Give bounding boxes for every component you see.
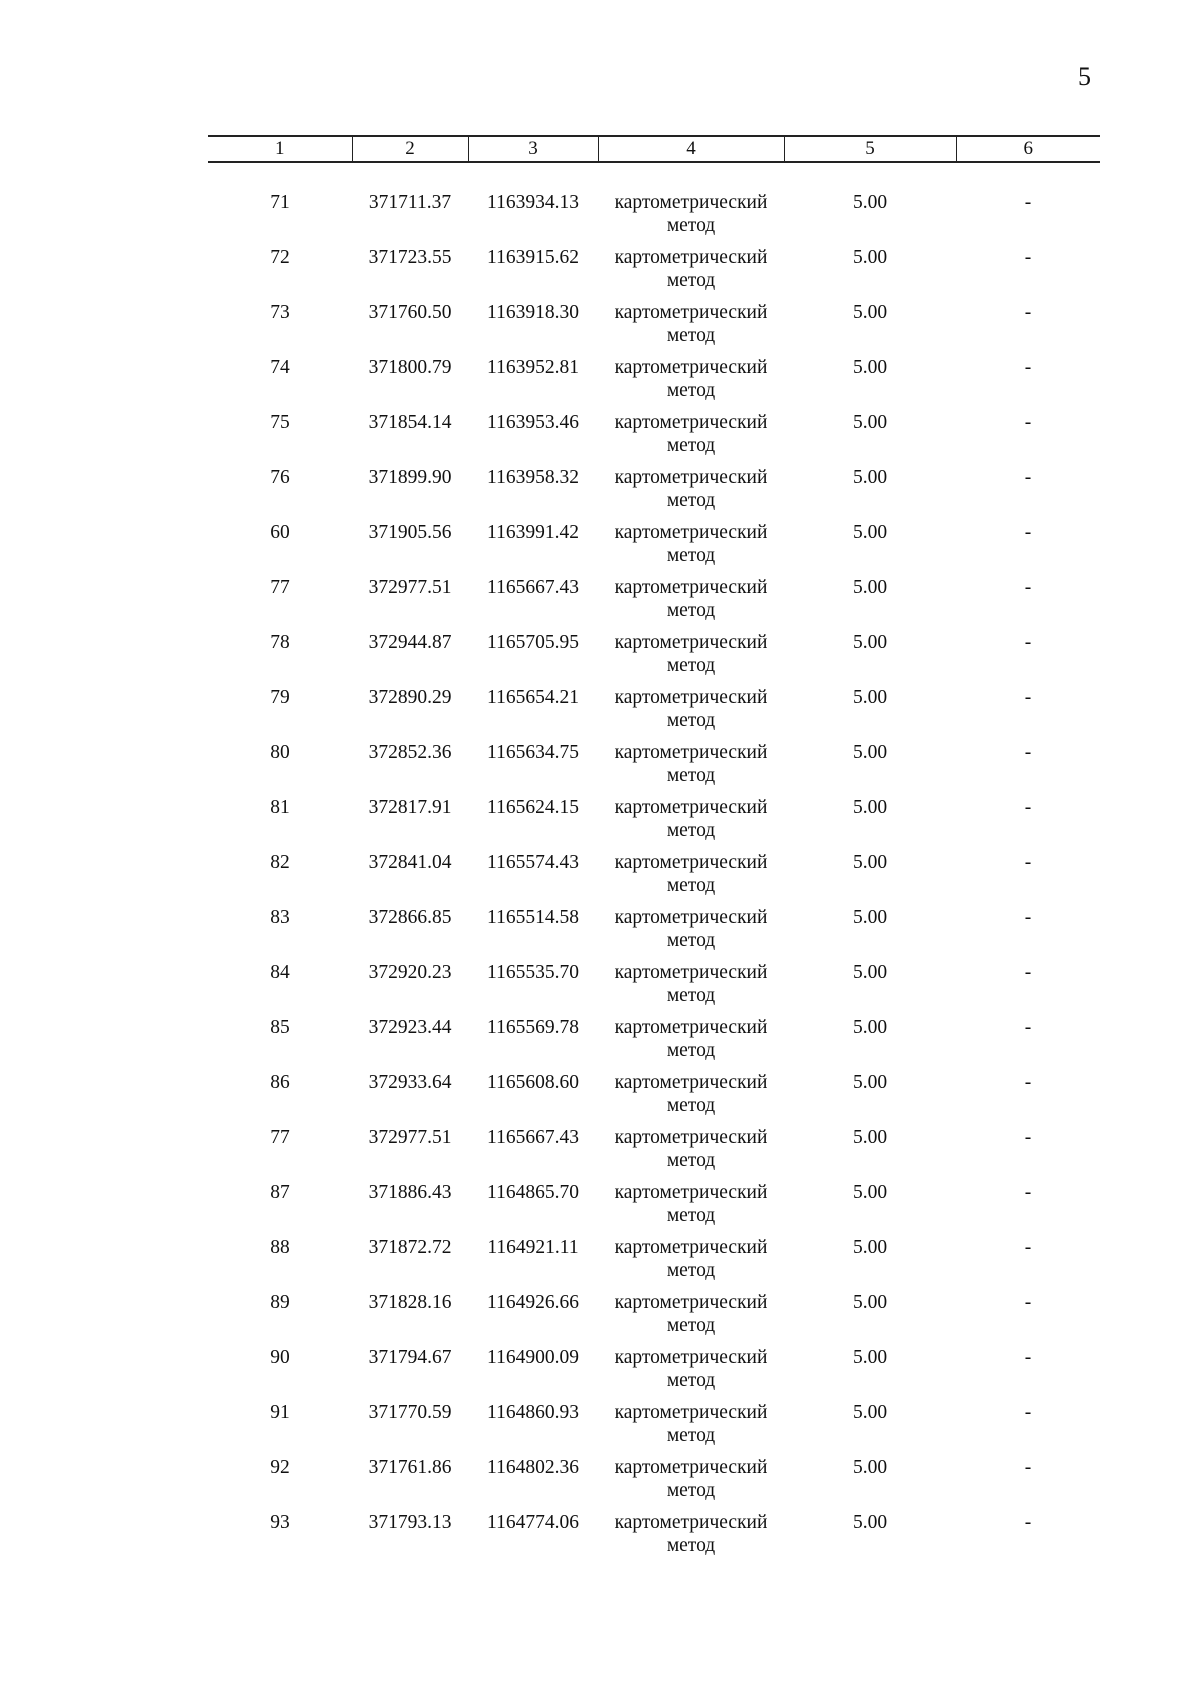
- x-coordinate-cell: 371899.90: [368, 467, 452, 488]
- x-coordinate-cell: 371872.72: [368, 1237, 452, 1258]
- note-cell: -: [1024, 357, 1032, 378]
- x-coordinate-cell: 372944.87: [368, 632, 452, 653]
- y-coordinate-cell: 1163991.42: [487, 522, 579, 543]
- accuracy-cell: 5.00: [852, 1347, 888, 1368]
- table-row: [208, 796, 1100, 851]
- point-number-cell: 82: [270, 852, 290, 873]
- table-row: [208, 1016, 1100, 1071]
- table-body: [208, 162, 1100, 1566]
- table-row: [208, 1126, 1100, 1181]
- point-number-cell: 85: [270, 1017, 290, 1038]
- point-number-cell: 91: [270, 1402, 290, 1423]
- note-cell: -: [1024, 1457, 1032, 1478]
- note-cell: -: [1024, 467, 1032, 488]
- accuracy-cell: 5.00: [852, 192, 888, 213]
- point-number-cell: 78: [270, 632, 290, 653]
- table-row: [208, 521, 1100, 576]
- table-row: [208, 686, 1100, 741]
- x-coordinate-cell: 372920.23: [368, 962, 452, 983]
- point-number-cell: 81: [270, 797, 290, 818]
- table-header: [208, 136, 1100, 162]
- x-coordinate-cell: 372817.91: [368, 797, 452, 818]
- method-cell: картометрический метод: [614, 577, 768, 621]
- x-coordinate-cell: 372933.64: [368, 1072, 452, 1093]
- table-row: [208, 191, 1100, 246]
- accuracy-cell: 5.00: [852, 797, 888, 818]
- point-number-cell: 74: [270, 357, 290, 378]
- x-coordinate-cell: 371854.14: [368, 412, 452, 433]
- header-col-3: 3: [468, 136, 598, 162]
- table-row: [208, 466, 1100, 521]
- point-number-cell: 75: [270, 412, 290, 433]
- method-cell: картометрический метод: [614, 1072, 768, 1116]
- header-col-4: 4: [598, 136, 784, 162]
- method-cell: картометрический метод: [614, 412, 768, 456]
- table-row: [208, 1181, 1100, 1236]
- method-cell: картометрический метод: [614, 1017, 768, 1061]
- accuracy-cell: 5.00: [852, 852, 888, 873]
- note-cell: -: [1024, 302, 1032, 323]
- y-coordinate-cell: 1164802.36: [487, 1457, 579, 1478]
- point-number-cell: 86: [270, 1072, 290, 1093]
- point-number-cell: 79: [270, 687, 290, 708]
- point-number-cell: 84: [270, 962, 290, 983]
- accuracy-cell: 5.00: [852, 247, 888, 268]
- accuracy-cell: 5.00: [852, 1127, 888, 1148]
- note-cell: -: [1024, 742, 1032, 763]
- table-row: [208, 411, 1100, 466]
- y-coordinate-cell: 1165514.58: [487, 907, 579, 928]
- y-coordinate-cell: 1165569.78: [487, 1017, 579, 1038]
- y-coordinate-cell: 1165667.43: [487, 577, 579, 598]
- note-cell: -: [1024, 1017, 1032, 1038]
- note-cell: -: [1024, 1292, 1032, 1313]
- accuracy-cell: 5.00: [852, 1017, 888, 1038]
- y-coordinate-cell: 1165608.60: [487, 1072, 579, 1093]
- table-row: [208, 301, 1100, 356]
- method-cell: картометрический метод: [614, 467, 768, 511]
- note-cell: -: [1024, 1237, 1032, 1258]
- table-row: [208, 1456, 1100, 1511]
- note-cell: -: [1024, 687, 1032, 708]
- table-row: [208, 961, 1100, 1016]
- method-cell: картометрический метод: [614, 1402, 768, 1446]
- y-coordinate-cell: 1163953.46: [487, 412, 579, 433]
- point-number-cell: 77: [270, 577, 290, 598]
- point-number-cell: 77: [270, 1127, 290, 1148]
- note-cell: -: [1024, 1402, 1032, 1423]
- method-cell: картометрический метод: [614, 797, 768, 841]
- y-coordinate-cell: 1165634.75: [487, 742, 579, 763]
- note-cell: -: [1024, 1072, 1032, 1093]
- table-row: [208, 1236, 1100, 1291]
- method-cell: картометрический метод: [614, 852, 768, 896]
- method-cell: картометрический метод: [614, 1347, 768, 1391]
- accuracy-cell: 5.00: [852, 907, 888, 928]
- y-coordinate-cell: 1165654.21: [487, 687, 579, 708]
- table-row: [208, 1346, 1100, 1401]
- point-number-cell: 93: [270, 1512, 290, 1533]
- table-row: [208, 906, 1100, 961]
- x-coordinate-cell: 371711.37: [368, 192, 452, 213]
- table-row: [208, 576, 1100, 631]
- method-cell: картометрический метод: [614, 1512, 768, 1556]
- x-coordinate-cell: 371723.55: [368, 247, 452, 268]
- accuracy-cell: 5.00: [852, 302, 888, 323]
- note-cell: -: [1024, 1182, 1032, 1203]
- method-cell: картометрический метод: [614, 632, 768, 676]
- y-coordinate-cell: 1164860.93: [487, 1402, 579, 1423]
- y-coordinate-cell: 1164900.09: [487, 1347, 579, 1368]
- x-coordinate-cell: 372977.51: [368, 577, 452, 598]
- note-cell: -: [1024, 412, 1032, 433]
- point-number-cell: 73: [270, 302, 290, 323]
- accuracy-cell: 5.00: [852, 412, 888, 433]
- point-number-cell: 92: [270, 1457, 290, 1478]
- header-col-5: 5: [784, 136, 956, 162]
- header-col-1: 1: [208, 136, 352, 162]
- table-row: [208, 356, 1100, 411]
- note-cell: -: [1024, 522, 1032, 543]
- method-cell: картометрический метод: [614, 1182, 768, 1226]
- accuracy-cell: 5.00: [852, 1457, 888, 1478]
- header-col-2: 2: [352, 136, 468, 162]
- y-coordinate-cell: 1165624.15: [487, 797, 579, 818]
- coordinates-table: [208, 135, 1100, 1566]
- point-number-cell: 76: [270, 467, 290, 488]
- point-number-cell: 83: [270, 907, 290, 928]
- method-cell: картометрический метод: [614, 192, 768, 236]
- point-number-cell: 72: [270, 247, 290, 268]
- accuracy-cell: 5.00: [852, 962, 888, 983]
- table-row: [208, 246, 1100, 301]
- x-coordinate-cell: 372866.85: [368, 907, 452, 928]
- x-coordinate-cell: 372841.04: [368, 852, 452, 873]
- x-coordinate-cell: 371800.79: [368, 357, 452, 378]
- note-cell: -: [1024, 797, 1032, 818]
- note-cell: -: [1024, 907, 1032, 928]
- y-coordinate-cell: 1164774.06: [487, 1512, 579, 1533]
- y-coordinate-cell: 1165574.43: [487, 852, 579, 873]
- point-number-cell: 80: [270, 742, 290, 763]
- accuracy-cell: 5.00: [852, 467, 888, 488]
- table-row: [208, 1401, 1100, 1456]
- y-coordinate-cell: 1165535.70: [487, 962, 579, 983]
- table-row: [208, 1511, 1100, 1566]
- y-coordinate-cell: 1164921.11: [487, 1237, 579, 1258]
- y-coordinate-cell: 1163952.81: [487, 357, 579, 378]
- accuracy-cell: 5.00: [852, 1237, 888, 1258]
- table-row: [208, 631, 1100, 686]
- x-coordinate-cell: 371886.43: [368, 1182, 452, 1203]
- y-coordinate-cell: 1163958.32: [487, 467, 579, 488]
- x-coordinate-cell: 372977.51: [368, 1127, 452, 1148]
- point-number-cell: 90: [270, 1347, 290, 1368]
- note-cell: -: [1024, 1127, 1032, 1148]
- table-row: [208, 1291, 1100, 1346]
- y-coordinate-cell: 1164926.66: [487, 1292, 579, 1313]
- x-coordinate-cell: 372890.29: [368, 687, 452, 708]
- accuracy-cell: 5.00: [852, 687, 888, 708]
- accuracy-cell: 5.00: [852, 1292, 888, 1313]
- point-number-cell: 71: [270, 192, 290, 213]
- x-coordinate-cell: 371770.59: [368, 1402, 452, 1423]
- method-cell: картометрический метод: [614, 742, 768, 786]
- x-coordinate-cell: 371828.16: [368, 1292, 452, 1313]
- header-col-6: 6: [956, 136, 1100, 162]
- method-cell: картометрический метод: [614, 907, 768, 951]
- note-cell: -: [1024, 1512, 1032, 1533]
- table-row: [208, 851, 1100, 906]
- accuracy-cell: 5.00: [852, 742, 888, 763]
- point-number-cell: 87: [270, 1182, 290, 1203]
- accuracy-cell: 5.00: [852, 357, 888, 378]
- x-coordinate-cell: 372852.36: [368, 742, 452, 763]
- method-cell: картометрический метод: [614, 302, 768, 346]
- point-number-cell: 89: [270, 1292, 290, 1313]
- accuracy-cell: 5.00: [852, 1072, 888, 1093]
- table-row: [208, 741, 1100, 796]
- x-coordinate-cell: 371760.50: [368, 302, 452, 323]
- x-coordinate-cell: 371761.86: [368, 1457, 452, 1478]
- x-coordinate-cell: 371793.13: [368, 1512, 452, 1533]
- y-coordinate-cell: 1163915.62: [487, 247, 579, 268]
- accuracy-cell: 5.00: [852, 632, 888, 653]
- accuracy-cell: 5.00: [852, 522, 888, 543]
- accuracy-cell: 5.00: [852, 1182, 888, 1203]
- x-coordinate-cell: 371794.67: [368, 1347, 452, 1368]
- y-coordinate-cell: 1164865.70: [487, 1182, 579, 1203]
- y-coordinate-cell: 1165705.95: [487, 632, 579, 653]
- y-coordinate-cell: 1165667.43: [487, 1127, 579, 1148]
- method-cell: картометрический метод: [614, 522, 768, 566]
- note-cell: -: [1024, 1347, 1032, 1368]
- note-cell: -: [1024, 962, 1032, 983]
- note-cell: -: [1024, 577, 1032, 598]
- method-cell: картометрический метод: [614, 247, 768, 291]
- table-row: [208, 1071, 1100, 1126]
- note-cell: -: [1024, 632, 1032, 653]
- method-cell: картометрический метод: [614, 1127, 768, 1171]
- method-cell: картометрический метод: [614, 1237, 768, 1281]
- method-cell: картометрический метод: [614, 1457, 768, 1501]
- accuracy-cell: 5.00: [852, 1402, 888, 1423]
- x-coordinate-cell: 371905.56: [368, 522, 452, 543]
- accuracy-cell: 5.00: [852, 577, 888, 598]
- page-number: 5: [1078, 62, 1091, 91]
- note-cell: -: [1024, 192, 1032, 213]
- point-number-cell: 88: [270, 1237, 290, 1258]
- point-number-cell: 60: [270, 522, 290, 543]
- x-coordinate-cell: 372923.44: [368, 1017, 452, 1038]
- method-cell: картометрический метод: [614, 1292, 768, 1336]
- method-cell: картометрический метод: [614, 687, 768, 731]
- header-row: [208, 136, 1100, 162]
- accuracy-cell: 5.00: [852, 1512, 888, 1533]
- method-cell: картометрический метод: [614, 357, 768, 401]
- header-spacer: [208, 162, 1100, 191]
- method-cell: картометрический метод: [614, 962, 768, 1006]
- note-cell: -: [1024, 247, 1032, 268]
- y-coordinate-cell: 1163918.30: [487, 302, 579, 323]
- note-cell: -: [1024, 852, 1032, 873]
- y-coordinate-cell: 1163934.13: [487, 192, 579, 213]
